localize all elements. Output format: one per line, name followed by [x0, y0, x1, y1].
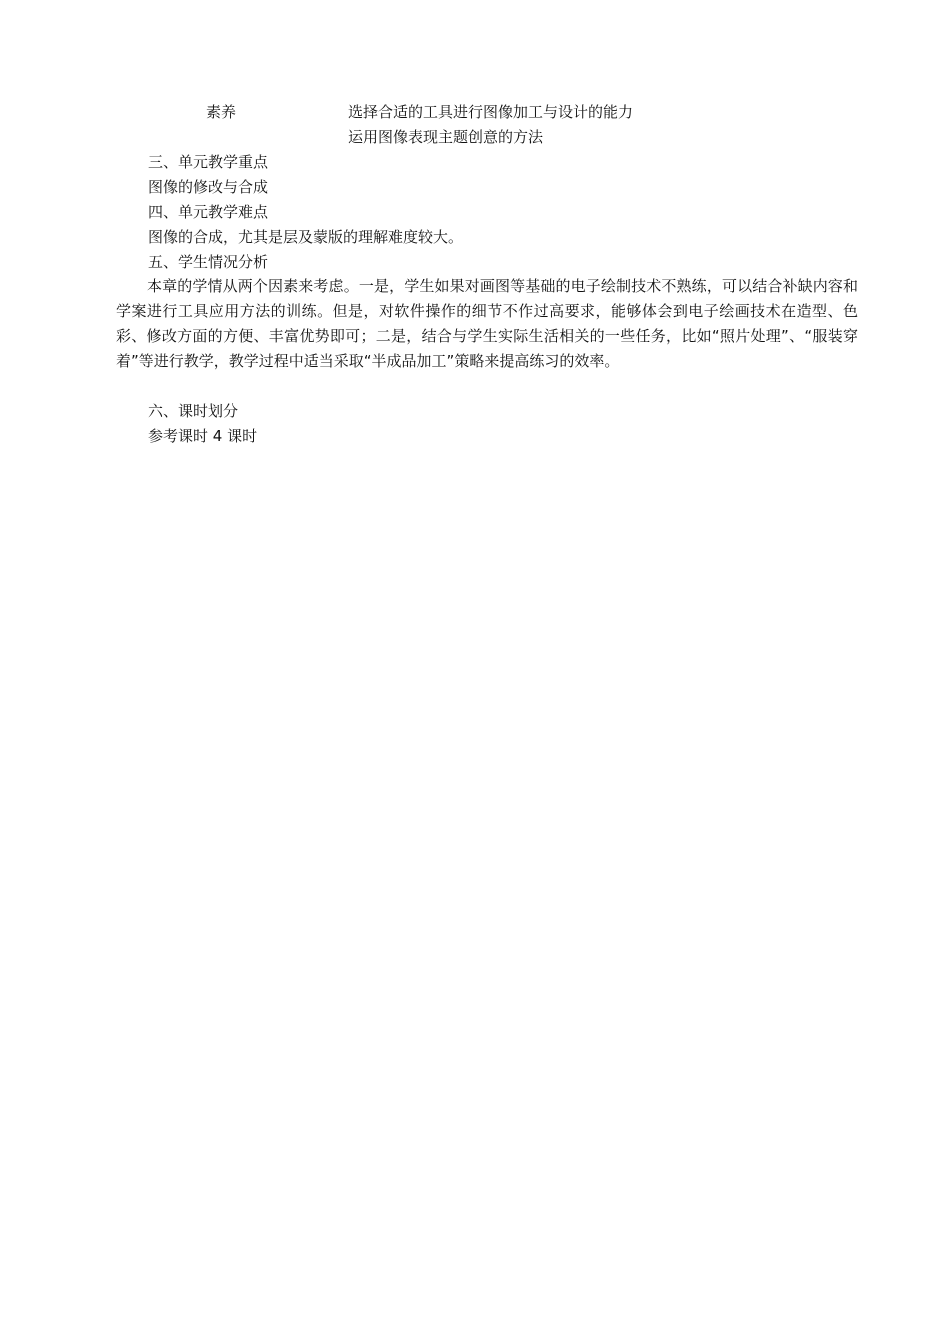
section-4-heading: 四、单元教学难点 [148, 203, 269, 221]
section-5-heading: 五、学生情况分析 [148, 253, 269, 271]
section-3-heading: 三、单元教学重点 [148, 153, 269, 171]
literacy-item-2: 运用图像表现主题创意的方法 [348, 128, 544, 146]
section-5-paragraph: 本章的学情从两个因素来考虑。一是，学生如果对画图等基础的电子绘制技术不熟练，可以结合补缺内容和学案进行工具应用方法的训练。但是，对软件操作的细节不作过高要求，能够体会到电子绘画技术在造型、色彩、修改方面的方便、丰富优势即可；二是，结合与学生实际生活相关的一些任务，比如“照片处理”、“服装穿着”等进行教学，教学过程中适当采取“半成品加工”策略来提高练习的效率。 [116, 277, 858, 370]
section-3-content: 图像的修改与合成 [148, 178, 269, 196]
literacy-item-1: 选择合适的工具进行图像加工与设计的能力 [348, 103, 634, 121]
literacy-label: 素养 [206, 103, 237, 121]
section-6-content: 参考课时 4 课时 [148, 427, 258, 445]
section-4-content: 图像的合成，尤其是层及蒙版的理解难度较大。 [148, 228, 464, 246]
section-6-heading: 六、课时划分 [148, 402, 239, 420]
